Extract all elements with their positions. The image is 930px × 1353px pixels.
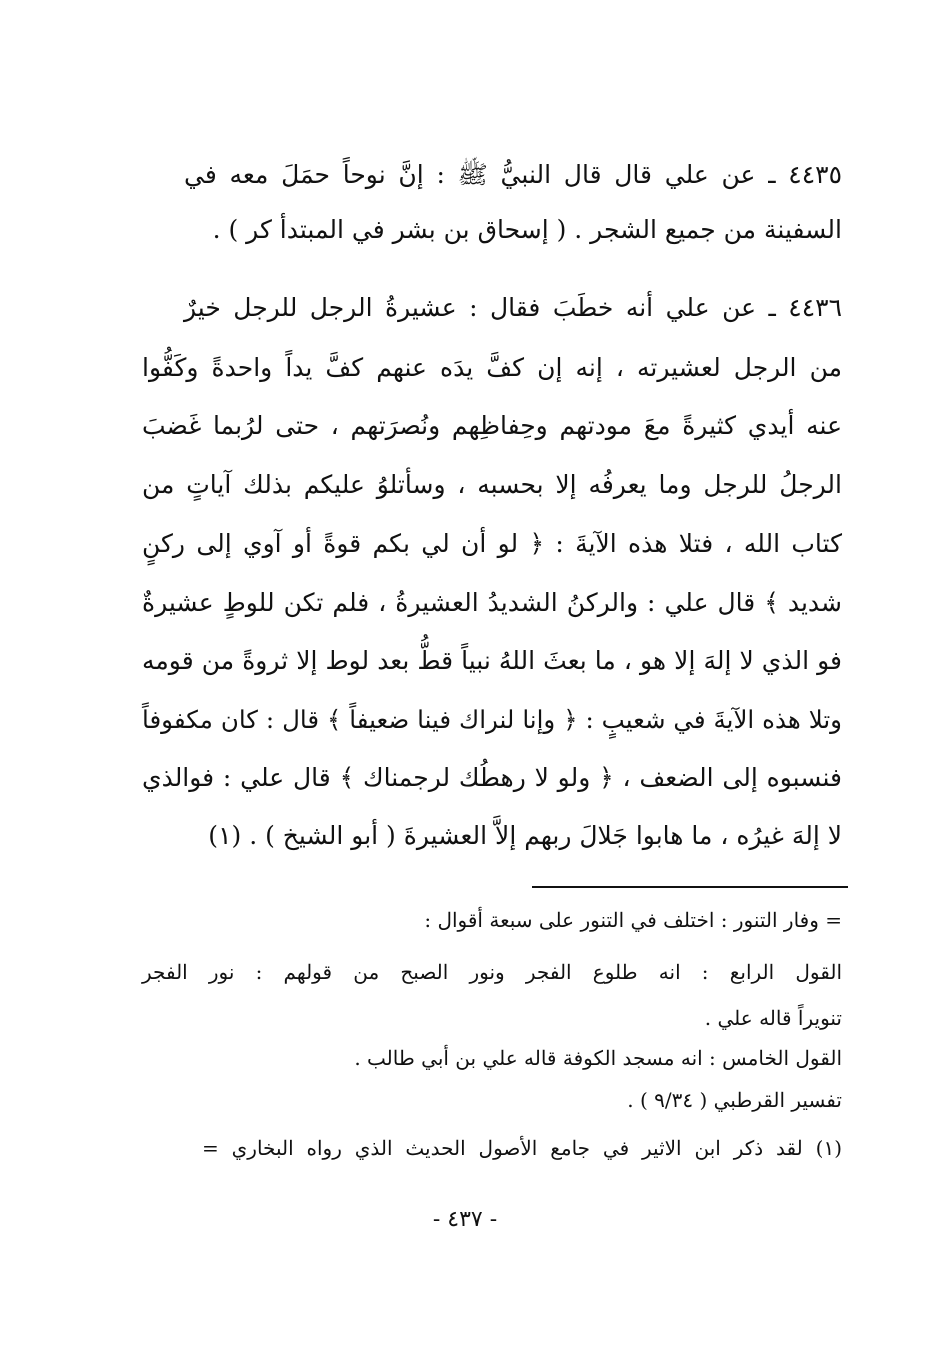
hadith-4435-line-1: ٤٤٣٥ ـ عن علي قال قال النبيُّ ﷺ : إنَّ نوحاً حمَلَ معه في [184, 160, 842, 189]
footnote-line-6: (١) لقد ذكر ابن الاثير في جامع الأصول الحديث الذي رواه البخاري = [202, 1136, 842, 1160]
hadith-4436-line-9: فنسبوه إلى الضعف ، ﴿ ولو لا رهطُك لرجمناك ﴾ قال علي : فوالذي [142, 763, 842, 792]
footnote-line-5: تفسير القرطبي ( ٩/٣٤ ) . [627, 1088, 842, 1112]
hadith-4435-line-2: السفينة من جميع الشجر . ( إسحاق بن بشر في المبتدأ كر ) . [212, 215, 842, 244]
hadith-4436-line-7: فو الذي لا إلهَ إلا هو ، ما بعثَ اللهُ نبياً قطُّ بعد لوط إلا ثروةً من قومه [142, 646, 842, 675]
hadith-4436-line-6: شديد ﴾ قال علي : والركنُ الشديدُ العشيرةُ ، فلم تكن للوطٍ عشيرةٌ [142, 588, 842, 617]
hadith-4436-line-10: لا إلهَ غيرُه ، ما هابوا جَلالَ ربهم إلاَّ العشيرةَ ( أبو الشيخ ) . (١) [208, 821, 842, 850]
hadith-4436-line-2: من الرجل لعشيرته ، إنه إن كفَّ يدَه عنهم كفَّ يداً واحدةً وكَفُّوا [142, 353, 842, 382]
hadith-4436-line-5: كتاب الله ، فتلا هذه الآيةَ : ﴿ لو أن لي بكم قوةً أو آوي إلى ركنٍ [142, 529, 842, 558]
page-number: - ٤٣٧ - [432, 1207, 498, 1232]
footnote-line-3: تنويراً قاله علي . [704, 1006, 842, 1030]
footnote-separator [532, 886, 848, 888]
hadith-4436-line-1: ٤٤٣٦ ـ عن علي أنه خطَبَ فقال : عشيرةُ الرجل للرجل خيرٌ [184, 293, 842, 322]
footnote-line-1: = وفار التنور : اختلف في التنور على سبعة أقوال : [424, 908, 842, 932]
hadith-4436-line-4: الرجلُ للرجل وما يعرفُه إلا بحسبه ، وسأتلوُ عليكم بذلك آياتٍ من [142, 470, 842, 499]
hadith-4436-line-3: عنه أيدي كثيرةً معَ مودتهم وحِفاظِهم ونُصرَتهم ، حتى لرُبما غَضبَ [142, 411, 842, 440]
footnote-line-4: القول الخامس : انه مسجد الكوفة قاله علي بن أبي طالب . [354, 1046, 842, 1070]
footnote-line-2: القول الرابع : انه طلوع الفجر ونور الصبح من قولهم : نور الفجر [142, 960, 842, 984]
hadith-4436-line-8: وتلا هذه الآيةَ في شعيبٍ : ﴿ وإنا لنراك فينا ضعيفاً ﴾ قال : كان مكفوفاً [142, 705, 842, 734]
